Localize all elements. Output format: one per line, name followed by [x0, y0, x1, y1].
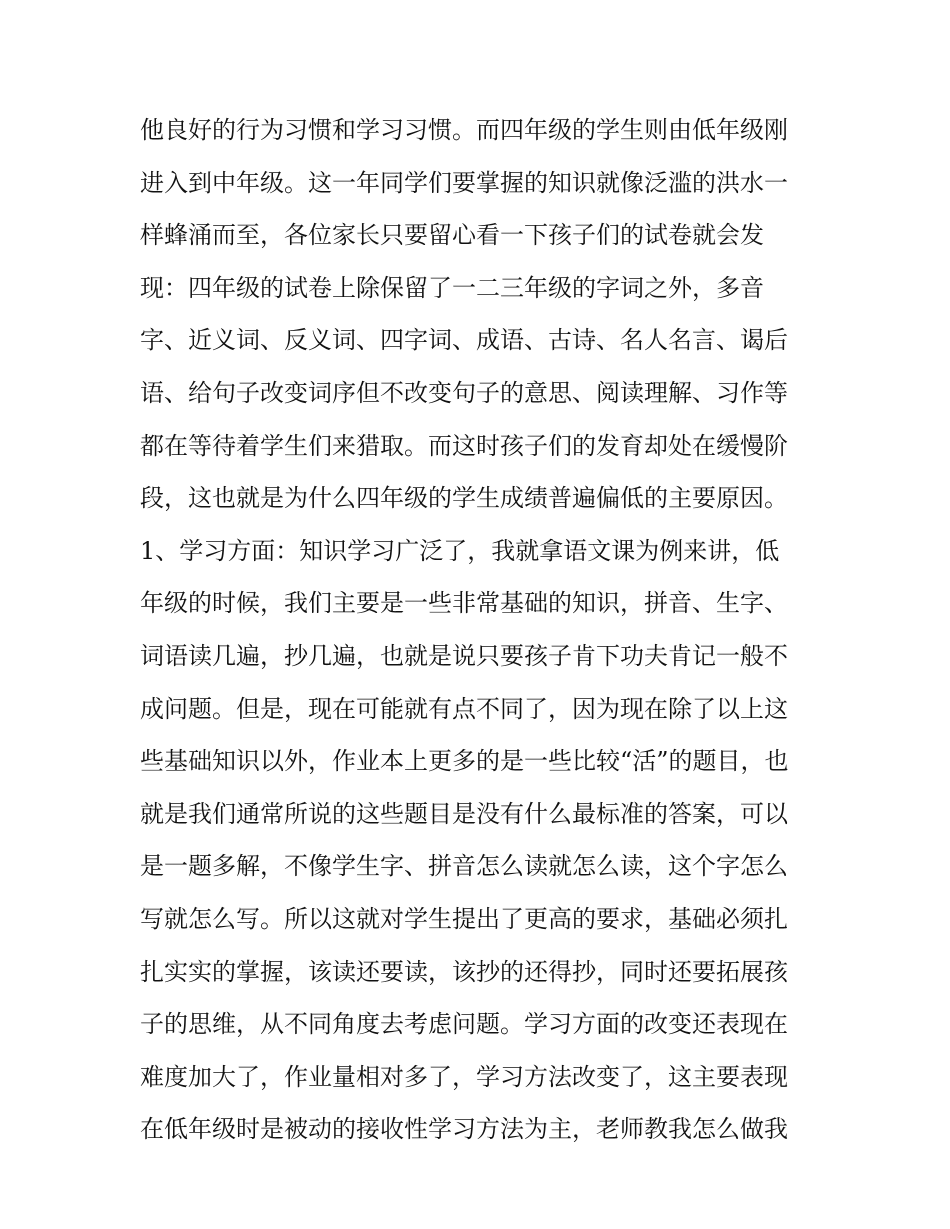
text-line-11: 词语读几遍，抄几遍，也就是说只要孩子肯下功夫肯记一般不	[140, 641, 788, 670]
text-line-17: 扎实实的掌握，该读还要读，该抄的还得抄，同时还要拓展孩	[140, 957, 788, 986]
text-line-19: 难度加大了，作业量相对多了，学习方法改变了，这主要表现	[140, 1062, 788, 1091]
text-line-8: 段，这也就是为什么四年级的学生成绩普遍偏低的主要原因。	[140, 484, 788, 513]
text-line-3: 样蜂涌而至，各位家长只要留心看一下孩子们的试卷就会发	[140, 221, 764, 250]
text-line-16: 写就怎么写。所以这就对学生提出了更高的要求，基础必须扎	[140, 904, 788, 933]
text-line-2: 进入到中年级。这一年同学们要掌握的知识就像泛滥的洪水一	[140, 168, 788, 197]
text-line-12: 成问题。但是，现在可能就有点不同了，因为现在除了以上这	[140, 694, 788, 723]
text-line-14: 就是我们通常所说的这些题目是没有什么最标准的答案，可以	[140, 799, 788, 828]
text-line-9: 1、学习方面：知识学习广泛了，我就拿语文课为例来讲，低	[140, 536, 780, 565]
text-line-4: 现：四年级的试卷上除保留了一二三年级的字词之外，多音	[140, 273, 764, 302]
body-text	[140, 104, 820, 1156]
text-line-10: 年级的时候，我们主要是一些非常基础的知识，拼音、生字、	[140, 589, 788, 618]
text-line-18: 子的思维，从不同角度去考虑问题。学习方面的改变还表现在	[140, 1010, 788, 1039]
text-line-15: 是一题多解，不像学生字、拼音怎么读就怎么读，这个字怎么	[140, 852, 788, 881]
text-line-20: 在低年级时是被动的接收性学习方法为主，老师教我怎么做我	[140, 1115, 788, 1144]
text-line-7: 都在等待着学生们来猎取。而这时孩子们的发育却处在缓慢阶	[140, 431, 788, 460]
text-line-6: 语、给句子改变词序但不改变句子的意思、阅读理解、习作等	[140, 378, 788, 407]
text-line-5: 字、近义词、反义词、四字词、成语、古诗、名人名言、谒后	[140, 326, 788, 355]
text-line-1: 他良好的行为习惯和学习习惯。而四年级的学生则由低年级刚	[140, 116, 788, 144]
text-line-13: 些基础知识以外，作业本上更多的是一些比较“活”的题目，也	[140, 747, 789, 776]
